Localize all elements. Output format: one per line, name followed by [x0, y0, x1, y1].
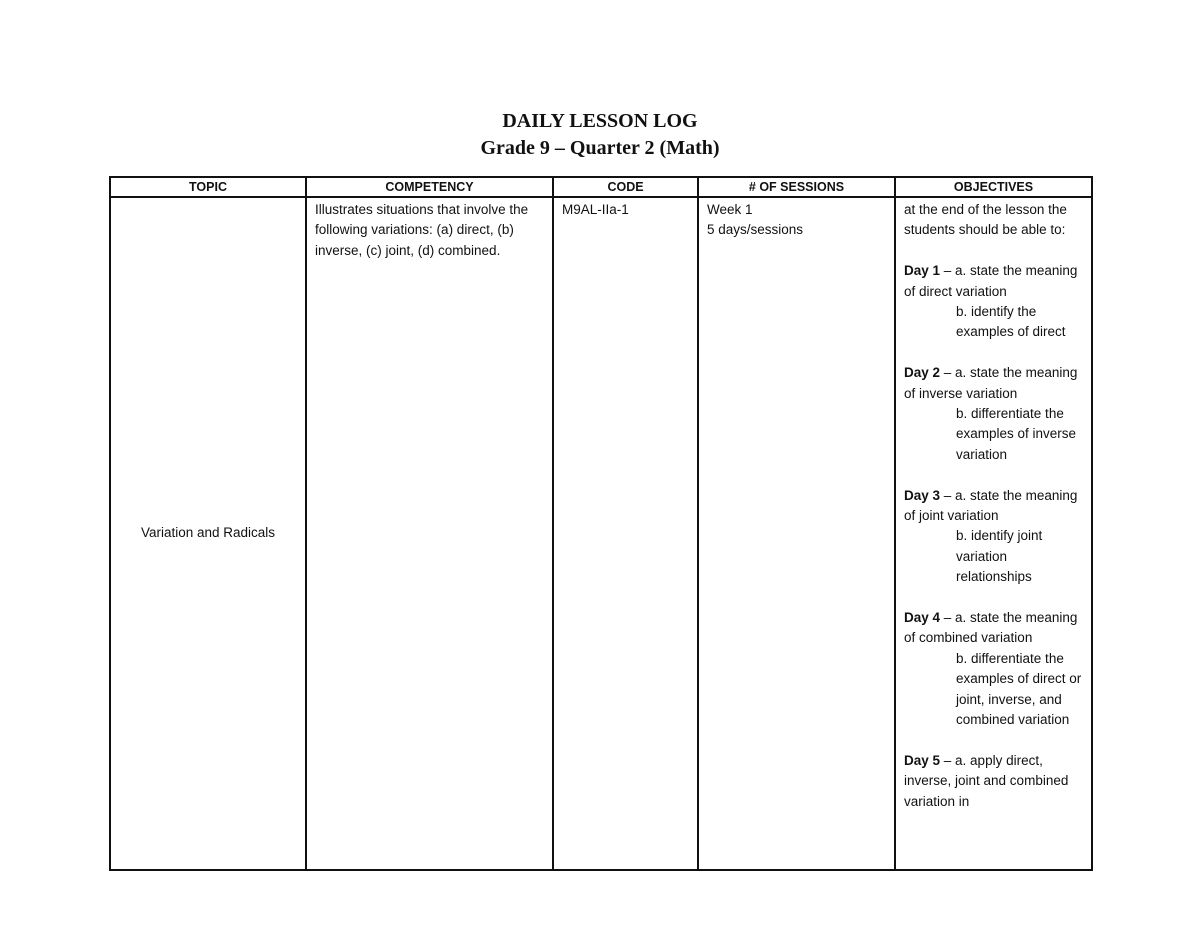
- column-header-competency: COMPETENCY: [306, 177, 553, 197]
- objective-b: b. identify joint variation relationships: [956, 528, 1043, 585]
- lesson-log-table: [109, 176, 1093, 871]
- objective-day-4: [904, 608, 1085, 730]
- day-label: Day 2: [904, 365, 941, 381]
- day-label: Day 1: [904, 263, 941, 279]
- document-subtitle: Grade 9 – Quarter 2 (Math): [480, 137, 720, 159]
- sessions-count: 5 days/sessions: [707, 222, 804, 238]
- objectives-cell: [895, 197, 1092, 870]
- column-header-sessions: # OF SESSIONS: [698, 177, 895, 197]
- objective-b: b. identify the examples of direct: [956, 304, 1066, 340]
- table-header-row: [110, 177, 1092, 197]
- objective-day-2: [904, 363, 1085, 465]
- sessions-cell: [698, 197, 895, 870]
- table-row: [110, 197, 1092, 870]
- day-label: Day 4: [904, 610, 941, 626]
- day-label: Day 3: [904, 487, 941, 503]
- sessions-week: Week 1: [707, 202, 753, 217]
- objective-a: – a. state the meaning of direct variation: [904, 263, 1078, 299]
- topic-cell: Variation and Radicals: [110, 197, 306, 870]
- objective-day-5: [904, 751, 1085, 812]
- objective-a: – a. state the meaning of combined variation: [904, 610, 1078, 646]
- objective-b: b. differentiate the examples of direct or joint, inverse, and combined variation: [956, 650, 1082, 728]
- document-title: DAILY LESSON LOG: [502, 110, 698, 132]
- document-header: [0, 108, 1200, 162]
- objective-day-1: [904, 261, 1085, 343]
- column-header-topic: TOPIC: [110, 177, 306, 197]
- day-label: Day 5: [904, 752, 941, 768]
- objective-b: b. differentiate the examples of inverse variation: [956, 406, 1077, 462]
- code-cell: M9AL-IIa-1: [553, 197, 698, 870]
- column-header-code: CODE: [553, 177, 698, 197]
- objective-a: – a. state the meaning of joint variation: [904, 487, 1078, 524]
- objective-a: – a. state the meaning of inverse variation: [904, 365, 1078, 401]
- column-header-objectives: OBJECTIVES: [895, 177, 1092, 197]
- objective-day-3: [904, 486, 1085, 588]
- objectives-intro: at the end of the lesson the students should be able to:: [904, 202, 1067, 238]
- objective-a: – a. apply direct, inverse, joint and combined variation in: [904, 752, 1069, 809]
- competency-cell: Illustrates situations that involve the following variations: (a) direct, (b) inverse, (c) joint, (d) combined.: [306, 197, 553, 870]
